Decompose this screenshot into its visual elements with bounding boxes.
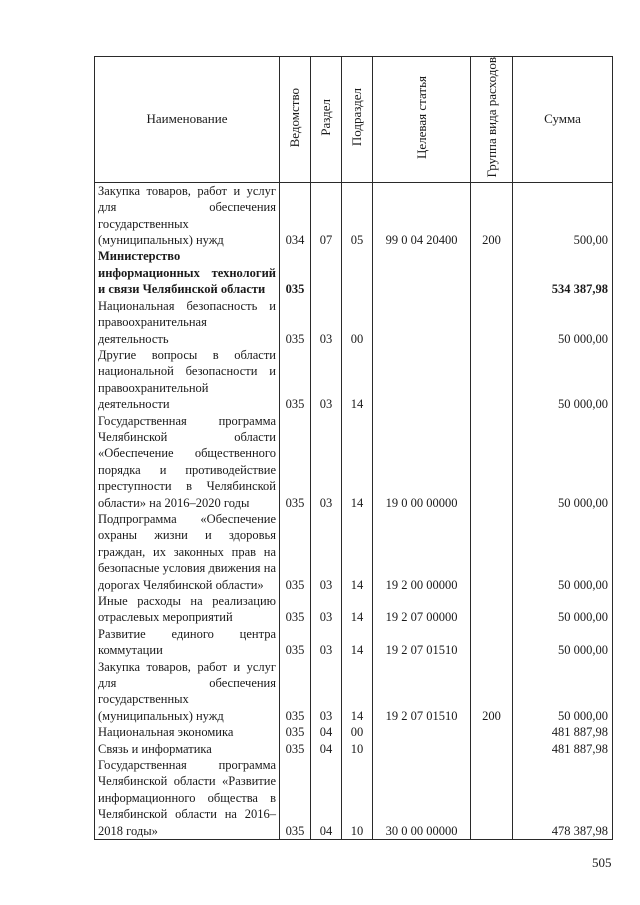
header-gruppa: Группа вида расходов [483,57,499,178]
cell-ved: 035 [280,347,311,413]
cell-summa: 50 000,00 [513,659,613,725]
cell-celevaya: 19 2 00 00000 [373,511,471,593]
header-celevaya-cell [373,57,471,183]
budget-table-wrapper [94,56,612,848]
cell-razdel: 03 [311,511,342,593]
cell-podrazdel: 14 [342,593,373,626]
table-row [95,347,613,413]
cell-razdel: 04 [311,741,342,757]
header-celevaya: Целевая статья [413,75,429,159]
cell-summa: 50 000,00 [513,593,613,626]
cell-celevaya: 99 0 04 20400 [373,182,471,248]
cell-podrazdel: 05 [342,182,373,248]
cell-celevaya: 19 0 00 00000 [373,413,471,511]
cell-razdel: 04 [311,757,342,840]
cell-ved: 035 [280,298,311,347]
cell-celevaya: 19 2 07 01510 [373,659,471,725]
cell-ved: 035 [280,511,311,593]
cell-name: Национальная экономика [95,724,280,740]
header-razdel-cell [311,57,342,183]
cell-razdel: 03 [311,298,342,347]
table-row [95,659,613,725]
table-row [95,413,613,511]
cell-summa: 478 387,98 [513,757,613,840]
page-number: 505 [592,855,612,870]
header-ved-cell [280,57,311,183]
table-header-row [95,57,613,183]
cell-gruppa [471,347,513,413]
cell-celevaya: 19 2 07 00000 [373,593,471,626]
header-podrazdel-cell [342,57,373,183]
cell-podrazdel: 14 [342,347,373,413]
cell-ved: 035 [280,593,311,626]
table-row [95,298,613,347]
cell-ved: 034 [280,182,311,248]
cell-ved: 035 [280,741,311,757]
cell-razdel [311,248,342,297]
cell-gruppa [471,413,513,511]
cell-summa: 481 887,98 [513,724,613,740]
cell-ved: 035 [280,413,311,511]
cell-celevaya [373,741,471,757]
cell-podrazdel: 10 [342,757,373,840]
header-name: Наименование [95,57,280,183]
cell-celevaya [373,724,471,740]
cell-ved: 035 [280,659,311,725]
cell-razdel: 04 [311,724,342,740]
cell-razdel: 03 [311,659,342,725]
cell-gruppa [471,757,513,840]
cell-ved: 035 [280,757,311,840]
cell-summa: 50 000,00 [513,511,613,593]
cell-gruppa [471,248,513,297]
cell-celevaya: 30 0 00 00000 [373,757,471,840]
cell-name: Иные расходы на реализацию отраслевых мероприятий [95,593,280,626]
cell-razdel: 03 [311,347,342,413]
cell-podrazdel: 00 [342,298,373,347]
header-podrazdel: Подраздел [349,88,364,147]
cell-ved: 035 [280,248,311,297]
table-row [95,741,613,757]
cell-summa: 534 387,98 [513,248,613,297]
cell-podrazdel: 00 [342,724,373,740]
table-row [95,593,613,626]
table-row [95,511,613,593]
cell-ved: 035 [280,626,311,659]
header-ved: Ведомство [287,87,302,147]
cell-podrazdel: 14 [342,511,373,593]
cell-celevaya: 19 2 07 01510 [373,626,471,659]
header-razdel: Раздел [318,98,333,136]
cell-razdel: 03 [311,593,342,626]
cell-name: Развитие единого центра коммутации [95,626,280,659]
cell-name: Закупка товаров, работ и услуг для обеспечения государственных (муниципальных) нужд [95,659,280,725]
cell-name: Подпрограмма «Обеспечение охраны жизни и здоровья граждан, их законных прав на безопасные условия движения на дорогах Челябинской области» [95,511,280,593]
cell-name: Министерство информационных технологий и связи Челябинской области [95,248,280,297]
table-row [95,757,613,840]
cell-summa: 500,00 [513,182,613,248]
header-summa: Сумма [513,57,613,183]
cell-summa: 481 887,98 [513,741,613,757]
cell-podrazdel: 14 [342,626,373,659]
cell-gruppa [471,626,513,659]
cell-podrazdel: 14 [342,659,373,725]
cell-gruppa [471,511,513,593]
cell-gruppa [471,741,513,757]
cell-podrazdel [342,248,373,297]
cell-name: Другие вопросы в области национальной безопасности и правоохранительной деятельности [95,347,280,413]
cell-gruppa [471,724,513,740]
cell-name: Национальная безопасность и правоохранительная деятельность [95,298,280,347]
cell-summa: 50 000,00 [513,626,613,659]
table-body [95,182,613,839]
cell-gruppa [471,298,513,347]
cell-razdel: 07 [311,182,342,248]
cell-razdel: 03 [311,413,342,511]
budget-table [94,56,613,840]
cell-celevaya [373,347,471,413]
cell-podrazdel: 10 [342,741,373,757]
cell-gruppa: 200 [471,182,513,248]
cell-name: Государственная программа Челябинской области «Развитие информационного общества в Челябинской области на 2016–2018 годы» [95,757,280,840]
cell-name: Государственная программа Челябинской области «Обеспечение общественного порядка и противодействие преступности в Челябинской области» на 2016–2020 годы [95,413,280,511]
cell-name: Закупка товаров, работ и услуг для обеспечения государственных (муниципальных) нужд [95,182,280,248]
cell-gruppa [471,593,513,626]
cell-gruppa: 200 [471,659,513,725]
cell-summa: 50 000,00 [513,413,613,511]
cell-razdel: 03 [311,626,342,659]
header-gruppa-cell [471,57,513,183]
table-row [95,626,613,659]
table-row [95,182,613,248]
cell-ved: 035 [280,724,311,740]
cell-summa: 50 000,00 [513,298,613,347]
cell-celevaya [373,248,471,297]
cell-celevaya [373,298,471,347]
cell-podrazdel: 14 [342,413,373,511]
cell-summa: 50 000,00 [513,347,613,413]
table-row [95,724,613,740]
cell-name: Связь и информатика [95,741,280,757]
table-row [95,248,613,297]
